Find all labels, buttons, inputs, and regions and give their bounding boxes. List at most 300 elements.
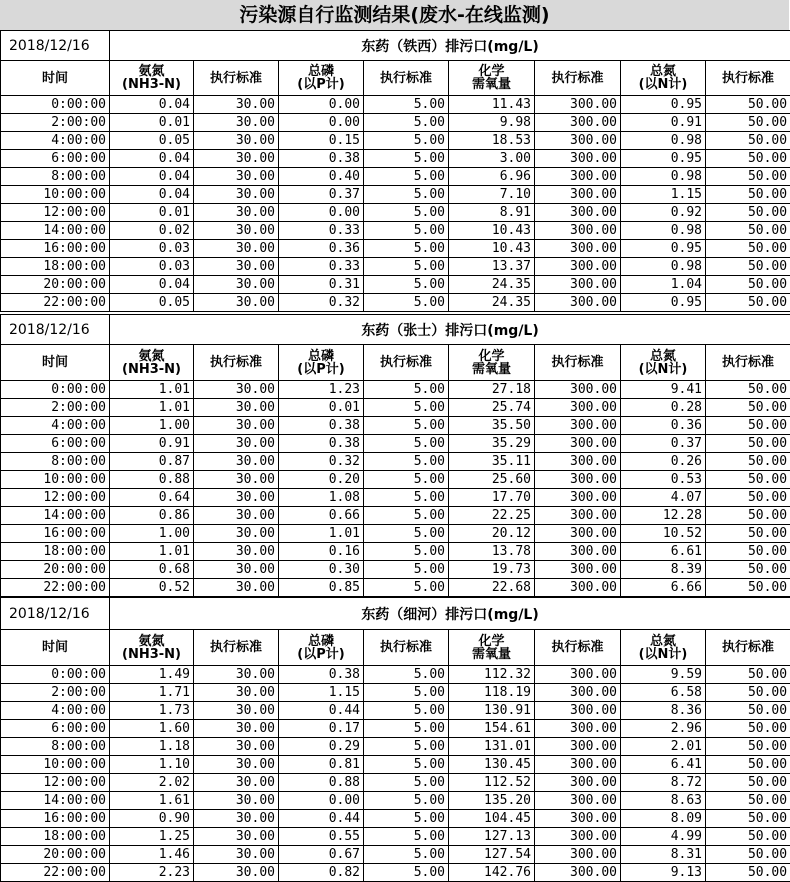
cell-nitrogen: 6.41 [621, 756, 706, 774]
cell-ammonia-standard: 30.00 [194, 258, 279, 276]
cell-phosphorus-standard: 5.00 [364, 258, 449, 276]
header-ammonia-text: (NH3-N) [122, 647, 181, 662]
cell-ammonia: 0.90 [110, 810, 194, 828]
cell-phosphorus: 1.23 [279, 381, 364, 399]
cell-cod-standard: 300.00 [535, 792, 621, 810]
cell-nitrogen: 1.04 [621, 276, 706, 294]
cell-cod: 35.11 [449, 453, 535, 471]
cell-nitrogen-standard: 50.00 [706, 96, 790, 114]
cell-nitrogen: 4.99 [621, 828, 706, 846]
cell-nitrogen-standard: 50.00 [706, 276, 790, 294]
cell-phosphorus-standard: 5.00 [364, 186, 449, 204]
cell-ammonia: 0.01 [110, 114, 194, 132]
cell-cod: 27.18 [449, 381, 535, 399]
cell-ammonia: 0.91 [110, 435, 194, 453]
cell-nitrogen-standard: 50.00 [706, 579, 790, 597]
table-row [1, 684, 790, 702]
cell-phosphorus-standard: 5.00 [364, 132, 449, 150]
cell-ammonia: 0.64 [110, 489, 194, 507]
cell-nitrogen-standard: 50.00 [706, 471, 790, 489]
header-time [1, 345, 110, 381]
cell-cod: 18.53 [449, 132, 535, 150]
header-time-text: 时间 [42, 71, 68, 86]
cell-phosphorus-standard: 5.00 [364, 114, 449, 132]
cell-cod: 25.74 [449, 399, 535, 417]
cell-cod-standard: 300.00 [535, 561, 621, 579]
site-row [1, 598, 790, 630]
header-phosphorus-text: 总磷 [308, 64, 334, 79]
header-nitrogen-text: (以N计) [639, 362, 688, 377]
cell-time: 14:00:00 [1, 507, 110, 525]
cell-phosphorus: 0.38 [279, 666, 364, 684]
cell-cod-standard: 300.00 [535, 489, 621, 507]
cell-cod: 20.12 [449, 525, 535, 543]
cell-cod-standard: 300.00 [535, 417, 621, 435]
cell-nitrogen: 0.92 [621, 204, 706, 222]
cell-phosphorus-standard: 5.00 [364, 96, 449, 114]
cell-time: 2:00:00 [1, 399, 110, 417]
cell-time: 0:00:00 [1, 666, 110, 684]
table-row [1, 738, 790, 756]
cell-ammonia: 0.05 [110, 294, 194, 312]
table-row [1, 774, 790, 792]
cell-phosphorus-standard: 5.00 [364, 507, 449, 525]
cell-phosphorus-standard: 5.00 [364, 294, 449, 312]
cell-ammonia: 0.68 [110, 561, 194, 579]
cell-nitrogen: 0.95 [621, 240, 706, 258]
header-phosphorus-text: 总磷 [308, 349, 334, 364]
cell-nitrogen: 0.98 [621, 258, 706, 276]
table-row [1, 150, 790, 168]
cell-time: 8:00:00 [1, 453, 110, 471]
cell-ammonia-standard: 30.00 [194, 702, 279, 720]
cell-phosphorus: 1.01 [279, 525, 364, 543]
cell-nitrogen-standard: 50.00 [706, 435, 790, 453]
cell-ammonia: 0.87 [110, 453, 194, 471]
cell-cod-standard: 300.00 [535, 276, 621, 294]
cell-cod: 10.43 [449, 240, 535, 258]
cell-ammonia-standard: 30.00 [194, 666, 279, 684]
cell-ammonia: 1.01 [110, 399, 194, 417]
cell-cod: 19.73 [449, 561, 535, 579]
cell-ammonia: 0.04 [110, 276, 194, 294]
cell-phosphorus-standard: 5.00 [364, 666, 449, 684]
cell-cod-standard: 300.00 [535, 399, 621, 417]
cell-cod-standard: 300.00 [535, 150, 621, 168]
cell-cod: 104.45 [449, 810, 535, 828]
cell-cod: 13.78 [449, 543, 535, 561]
cell-cod-standard: 300.00 [535, 132, 621, 150]
cell-cod: 3.00 [449, 150, 535, 168]
cell-ammonia: 1.71 [110, 684, 194, 702]
cell-time: 4:00:00 [1, 702, 110, 720]
cell-ammonia: 1.46 [110, 846, 194, 864]
header-standard-text: 执行标准 [551, 640, 603, 655]
cell-nitrogen-standard: 50.00 [706, 132, 790, 150]
table-row [1, 756, 790, 774]
cell-phosphorus-standard: 5.00 [364, 810, 449, 828]
cell-phosphorus: 0.81 [279, 756, 364, 774]
cell-phosphorus: 0.00 [279, 96, 364, 114]
cell-phosphorus-standard: 5.00 [364, 774, 449, 792]
header-phosphorus-text: (以P计) [297, 362, 344, 377]
header-nitrogen-text: (以N计) [639, 647, 688, 662]
cell-time: 10:00:00 [1, 471, 110, 489]
cell-ammonia-standard: 30.00 [194, 471, 279, 489]
cell-ammonia-standard: 30.00 [194, 222, 279, 240]
cell-nitrogen-standard: 50.00 [706, 561, 790, 579]
cell-cod: 118.19 [449, 684, 535, 702]
cell-phosphorus: 0.00 [279, 114, 364, 132]
table-row [1, 579, 790, 597]
header-ammonia [110, 630, 194, 666]
cell-cod: 11.43 [449, 96, 535, 114]
header-time [1, 61, 110, 96]
cell-cod: 142.76 [449, 864, 535, 882]
cell-nitrogen: 10.52 [621, 525, 706, 543]
monitoring-table-zhangshi [0, 314, 790, 597]
cell-time: 22:00:00 [1, 579, 110, 597]
cell-ammonia: 0.88 [110, 471, 194, 489]
cell-cod-standard: 300.00 [535, 186, 621, 204]
cell-cod: 24.35 [449, 294, 535, 312]
header-ammonia-text: 氨氮 [138, 349, 164, 364]
cell-time: 4:00:00 [1, 132, 110, 150]
cell-time: 6:00:00 [1, 435, 110, 453]
cell-ammonia: 0.02 [110, 222, 194, 240]
cell-nitrogen-standard: 50.00 [706, 846, 790, 864]
cell-ammonia-standard: 30.00 [194, 240, 279, 258]
header-standard [364, 345, 449, 381]
header-standard [364, 61, 449, 96]
cell-ammonia-standard: 30.00 [194, 381, 279, 399]
cell-nitrogen: 0.26 [621, 453, 706, 471]
monitoring-table-tiexi [0, 30, 790, 312]
cell-nitrogen: 0.37 [621, 435, 706, 453]
cell-phosphorus: 0.38 [279, 150, 364, 168]
cell-phosphorus: 0.31 [279, 276, 364, 294]
cell-cod: 130.45 [449, 756, 535, 774]
header-standard-text: 执行标准 [380, 71, 432, 86]
cell-nitrogen: 8.63 [621, 792, 706, 810]
cell-phosphorus: 0.00 [279, 792, 364, 810]
cell-nitrogen: 0.28 [621, 399, 706, 417]
cell-time: 6:00:00 [1, 150, 110, 168]
cell-nitrogen: 0.95 [621, 294, 706, 312]
cell-ammonia-standard: 30.00 [194, 435, 279, 453]
cell-phosphorus: 0.33 [279, 258, 364, 276]
cell-nitrogen: 0.53 [621, 471, 706, 489]
cell-cod-standard: 300.00 [535, 828, 621, 846]
cell-cod-standard: 300.00 [535, 846, 621, 864]
cell-cod: 127.54 [449, 846, 535, 864]
cell-ammonia-standard: 30.00 [194, 168, 279, 186]
header-standard-text: 执行标准 [722, 71, 774, 86]
cell-ammonia-standard: 30.00 [194, 186, 279, 204]
cell-nitrogen-standard: 50.00 [706, 702, 790, 720]
cell-cod-standard: 300.00 [535, 471, 621, 489]
cell-ammonia-standard: 30.00 [194, 507, 279, 525]
cell-nitrogen: 8.36 [621, 702, 706, 720]
cell-cod-standard: 300.00 [535, 507, 621, 525]
cell-cod-standard: 300.00 [535, 96, 621, 114]
cell-nitrogen-standard: 50.00 [706, 240, 790, 258]
cell-ammonia: 2.02 [110, 774, 194, 792]
cell-cod: 25.60 [449, 471, 535, 489]
table-row [1, 471, 790, 489]
cell-cod: 127.13 [449, 828, 535, 846]
cell-cod-standard: 300.00 [535, 720, 621, 738]
header-standard [364, 630, 449, 666]
outfall-name: 东药（张士）排污口(mg/L) [110, 315, 790, 345]
cell-nitrogen: 6.58 [621, 684, 706, 702]
page-title: 污染源自行监测结果(废水-在线监测) [0, 0, 789, 31]
header-phosphorus [279, 630, 364, 666]
cell-nitrogen-standard: 50.00 [706, 489, 790, 507]
cell-time: 20:00:00 [1, 276, 110, 294]
table-row [1, 186, 790, 204]
cell-phosphorus: 0.40 [279, 168, 364, 186]
cell-nitrogen: 0.98 [621, 132, 706, 150]
report-date: 2018/12/16 [1, 31, 110, 61]
cell-time: 2:00:00 [1, 114, 110, 132]
header-phosphorus [279, 61, 364, 96]
cell-phosphorus: 0.30 [279, 561, 364, 579]
cell-nitrogen: 12.28 [621, 507, 706, 525]
cell-cod: 135.20 [449, 792, 535, 810]
table-row [1, 453, 790, 471]
cell-time: 8:00:00 [1, 738, 110, 756]
cell-ammonia-standard: 30.00 [194, 846, 279, 864]
cell-phosphorus-standard: 5.00 [364, 702, 449, 720]
cell-cod: 9.98 [449, 114, 535, 132]
cell-phosphorus-standard: 5.00 [364, 222, 449, 240]
report-date: 2018/12/16 [1, 315, 110, 345]
cell-time: 6:00:00 [1, 720, 110, 738]
cell-cod: 22.68 [449, 579, 535, 597]
cell-time: 16:00:00 [1, 240, 110, 258]
header-standard [706, 61, 790, 96]
cell-ammonia-standard: 30.00 [194, 810, 279, 828]
site-row [1, 315, 790, 345]
table-row [1, 240, 790, 258]
cell-ammonia: 1.00 [110, 417, 194, 435]
cell-ammonia: 1.61 [110, 792, 194, 810]
column-header-row [1, 345, 790, 381]
cell-phosphorus: 0.37 [279, 186, 364, 204]
cell-nitrogen: 8.09 [621, 810, 706, 828]
cell-time: 10:00:00 [1, 756, 110, 774]
cell-cod-standard: 300.00 [535, 222, 621, 240]
cell-ammonia-standard: 30.00 [194, 204, 279, 222]
cell-time: 10:00:00 [1, 186, 110, 204]
header-ammonia [110, 345, 194, 381]
cell-time: 12:00:00 [1, 489, 110, 507]
cell-phosphorus-standard: 5.00 [364, 417, 449, 435]
header-cod [449, 61, 535, 96]
header-standard-text: 执行标准 [722, 355, 774, 370]
cell-cod: 24.35 [449, 276, 535, 294]
table-row [1, 204, 790, 222]
cell-ammonia: 0.52 [110, 579, 194, 597]
cell-ammonia-standard: 30.00 [194, 489, 279, 507]
header-nitrogen [621, 630, 706, 666]
cell-nitrogen-standard: 50.00 [706, 204, 790, 222]
header-standard [535, 61, 621, 96]
cell-phosphorus-standard: 5.00 [364, 738, 449, 756]
cell-cod: 112.52 [449, 774, 535, 792]
cell-nitrogen-standard: 50.00 [706, 294, 790, 312]
cell-phosphorus: 0.44 [279, 810, 364, 828]
cell-phosphorus: 0.29 [279, 738, 364, 756]
table-row [1, 846, 790, 864]
cell-ammonia: 1.25 [110, 828, 194, 846]
cell-phosphorus-standard: 5.00 [364, 435, 449, 453]
cell-ammonia: 0.03 [110, 240, 194, 258]
table-row [1, 507, 790, 525]
cell-cod-standard: 300.00 [535, 756, 621, 774]
cell-nitrogen: 6.61 [621, 543, 706, 561]
header-nitrogen-text: (以N计) [639, 77, 688, 92]
header-standard-text: 执行标准 [210, 71, 262, 86]
cell-nitrogen: 2.96 [621, 720, 706, 738]
cell-nitrogen: 4.07 [621, 489, 706, 507]
cell-cod-standard: 300.00 [535, 258, 621, 276]
cell-phosphorus: 0.85 [279, 579, 364, 597]
cell-nitrogen-standard: 50.00 [706, 507, 790, 525]
cell-phosphorus: 0.88 [279, 774, 364, 792]
cell-cod: 8.91 [449, 204, 535, 222]
header-nitrogen [621, 345, 706, 381]
cell-ammonia: 0.86 [110, 507, 194, 525]
cell-nitrogen-standard: 50.00 [706, 453, 790, 471]
cell-time: 22:00:00 [1, 294, 110, 312]
cell-cod-standard: 300.00 [535, 381, 621, 399]
cell-nitrogen: 9.41 [621, 381, 706, 399]
outfall-name: 东药（铁西）排污口(mg/L) [110, 31, 790, 61]
cell-ammonia-standard: 30.00 [194, 453, 279, 471]
cell-nitrogen: 0.91 [621, 114, 706, 132]
cell-nitrogen: 0.98 [621, 168, 706, 186]
cell-cod-standard: 300.00 [535, 738, 621, 756]
cell-phosphorus: 0.66 [279, 507, 364, 525]
cell-phosphorus-standard: 5.00 [364, 381, 449, 399]
cell-nitrogen: 0.36 [621, 417, 706, 435]
cell-phosphorus-standard: 5.00 [364, 471, 449, 489]
cell-cod: 22.25 [449, 507, 535, 525]
cell-time: 4:00:00 [1, 417, 110, 435]
table-row [1, 132, 790, 150]
cell-nitrogen: 8.39 [621, 561, 706, 579]
column-header-row [1, 61, 790, 96]
cell-nitrogen: 9.13 [621, 864, 706, 882]
cell-ammonia: 0.04 [110, 150, 194, 168]
cell-cod-standard: 300.00 [535, 864, 621, 882]
cell-nitrogen: 6.66 [621, 579, 706, 597]
cell-nitrogen-standard: 50.00 [706, 543, 790, 561]
table-row [1, 168, 790, 186]
cell-time: 8:00:00 [1, 168, 110, 186]
header-time [1, 630, 110, 666]
cell-ammonia: 1.49 [110, 666, 194, 684]
cell-nitrogen-standard: 50.00 [706, 720, 790, 738]
cell-time: 14:00:00 [1, 222, 110, 240]
cell-nitrogen: 9.59 [621, 666, 706, 684]
cell-ammonia: 1.01 [110, 543, 194, 561]
site-row [1, 31, 790, 61]
cell-nitrogen: 8.31 [621, 846, 706, 864]
report-date: 2018/12/16 [1, 598, 110, 630]
header-standard [194, 61, 279, 96]
cell-phosphorus: 1.08 [279, 489, 364, 507]
cell-cod-standard: 300.00 [535, 543, 621, 561]
cell-ammonia: 1.00 [110, 525, 194, 543]
cell-time: 0:00:00 [1, 381, 110, 399]
cell-phosphorus-standard: 5.00 [364, 150, 449, 168]
table-row [1, 276, 790, 294]
cell-nitrogen: 0.98 [621, 222, 706, 240]
cell-phosphorus: 0.17 [279, 720, 364, 738]
cell-ammonia-standard: 30.00 [194, 720, 279, 738]
cell-cod: 6.96 [449, 168, 535, 186]
table-row [1, 489, 790, 507]
cell-ammonia-standard: 30.00 [194, 525, 279, 543]
header-standard [706, 345, 790, 381]
cell-time: 22:00:00 [1, 864, 110, 882]
cell-nitrogen-standard: 50.00 [706, 186, 790, 204]
cell-nitrogen-standard: 50.00 [706, 666, 790, 684]
cell-phosphorus: 0.38 [279, 435, 364, 453]
table-row [1, 666, 790, 684]
cell-phosphorus-standard: 5.00 [364, 756, 449, 774]
table-row [1, 435, 790, 453]
header-standard-text: 执行标准 [551, 71, 603, 86]
cell-nitrogen-standard: 50.00 [706, 399, 790, 417]
header-nitrogen-text: 总氮 [650, 64, 676, 79]
cell-cod-standard: 300.00 [535, 204, 621, 222]
cell-ammonia: 0.03 [110, 258, 194, 276]
cell-ammonia-standard: 30.00 [194, 774, 279, 792]
cell-cod-standard: 300.00 [535, 666, 621, 684]
cell-ammonia: 0.04 [110, 168, 194, 186]
cell-time: 20:00:00 [1, 846, 110, 864]
cell-ammonia: 2.23 [110, 864, 194, 882]
cell-nitrogen-standard: 50.00 [706, 738, 790, 756]
cell-ammonia-standard: 30.00 [194, 561, 279, 579]
header-ammonia-text: 氨氮 [138, 634, 164, 649]
cell-cod: 7.10 [449, 186, 535, 204]
cell-nitrogen-standard: 50.00 [706, 828, 790, 846]
cell-phosphorus-standard: 5.00 [364, 168, 449, 186]
cell-phosphorus: 0.01 [279, 399, 364, 417]
cell-phosphorus-standard: 5.00 [364, 561, 449, 579]
table-row [1, 294, 790, 312]
cell-phosphorus: 0.20 [279, 471, 364, 489]
header-cod-text: 化学 [478, 64, 504, 79]
header-standard [194, 345, 279, 381]
table-row [1, 525, 790, 543]
cell-time: 12:00:00 [1, 774, 110, 792]
cell-phosphorus: 0.36 [279, 240, 364, 258]
cell-nitrogen-standard: 50.00 [706, 774, 790, 792]
header-standard [535, 345, 621, 381]
cell-nitrogen-standard: 50.00 [706, 525, 790, 543]
table-row [1, 561, 790, 579]
cell-cod: 13.37 [449, 258, 535, 276]
cell-time: 18:00:00 [1, 258, 110, 276]
cell-ammonia-standard: 30.00 [194, 543, 279, 561]
cell-ammonia: 1.18 [110, 738, 194, 756]
